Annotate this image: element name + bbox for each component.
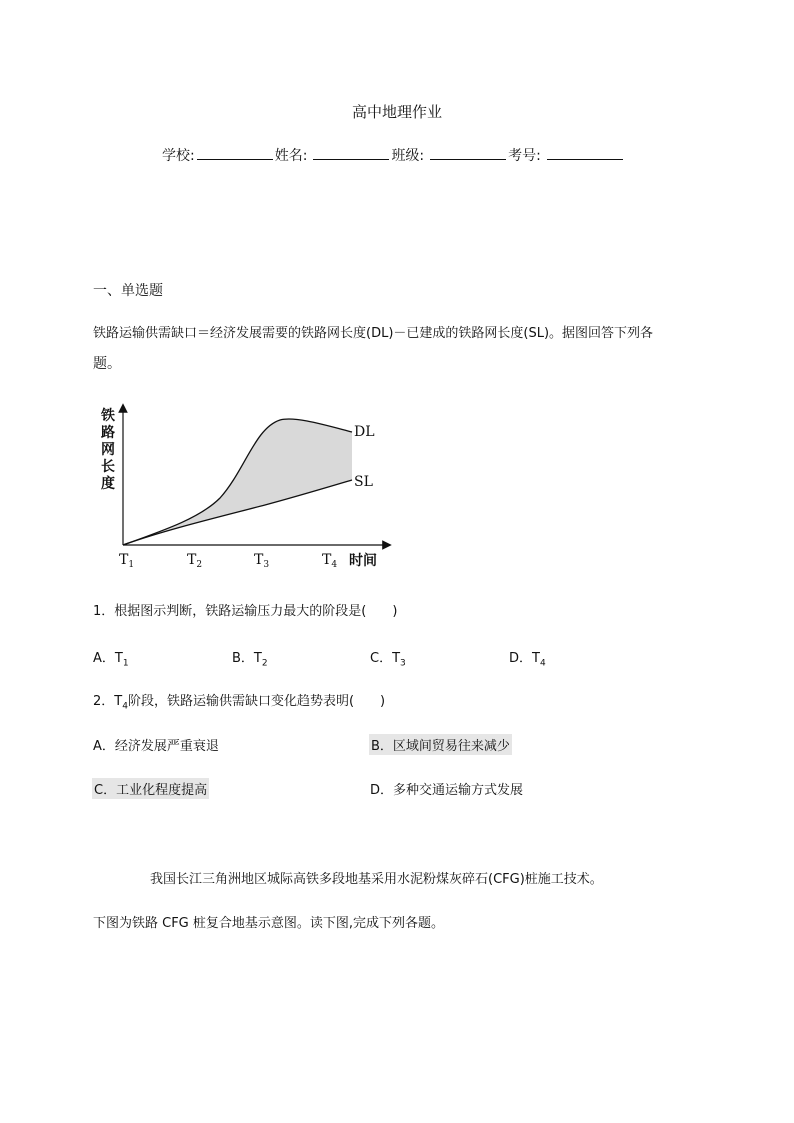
- q2-option-c[interactable]: C．工业化程度提高: [92, 778, 209, 799]
- class-label: 班级:: [391, 148, 425, 164]
- student-info-line: [162, 145, 625, 165]
- q2-option-b[interactable]: B．区域间贸易往来减少: [369, 734, 512, 755]
- exam-number-label: 考号:: [508, 148, 541, 164]
- railway-length-chart: [95, 400, 395, 575]
- q1-option-d[interactable]: D．$T_4$: [509, 651, 546, 669]
- passage2-line-2: 下图为铁路 CFG 桩复合地基示意图。读下图,完成下列各题。: [93, 916, 445, 931]
- passage2-line-1: 我国长江三角洲地区城际高铁多段地基采用水泥粉煤灰碎石(CFG)桩施工技术。: [150, 872, 603, 887]
- question-1-stem: 1．根据图示判断，铁路运输压力最大的阶段是( ): [93, 604, 398, 619]
- q1-option-b[interactable]: B．$T_2$: [232, 651, 268, 669]
- section-heading: 一、单选题: [93, 283, 163, 299]
- name-blank[interactable]: [313, 145, 389, 160]
- x-tick-t4: $T_4$: [322, 552, 338, 570]
- x-tick-t1: $T_1$: [119, 552, 135, 570]
- series-label-dl: DL: [354, 424, 375, 440]
- intro-line-1: 铁路运输供需缺口＝经济发展需要的铁路网长度(DL)－已建成的铁路网长度(SL)。据图回答下列各: [93, 326, 654, 341]
- question-intro: [93, 318, 703, 380]
- gap-area: [123, 419, 352, 545]
- school-blank[interactable]: [197, 145, 273, 160]
- q2-option-d[interactable]: D．多种交通运输方式发展: [370, 783, 524, 798]
- q1-option-a[interactable]: A．$T_1$: [93, 651, 129, 669]
- x-tick-t2: $T_2$: [187, 552, 203, 570]
- x-tick-t3: $T_3$: [254, 552, 270, 570]
- q2-option-a[interactable]: A．经济发展严重衰退: [93, 739, 219, 754]
- question-2-stem: 2．$T_4$阶段，铁路运输供需缺口变化趋势表明( ): [93, 694, 386, 712]
- school-label: 学校:: [162, 148, 195, 164]
- name-label: 姓名:: [274, 148, 308, 164]
- page-title: 高中地理作业: [351, 103, 442, 121]
- class-blank[interactable]: [430, 145, 506, 160]
- intro-line-2: 题。: [93, 356, 121, 372]
- exam-number-blank[interactable]: [547, 145, 623, 160]
- q1-option-c[interactable]: C．$T_3$: [370, 651, 406, 669]
- series-label-sl: SL: [354, 474, 373, 490]
- y-axis-label: 铁 路 网 长 度: [101, 408, 115, 492]
- x-axis-label: 时间: [349, 553, 377, 569]
